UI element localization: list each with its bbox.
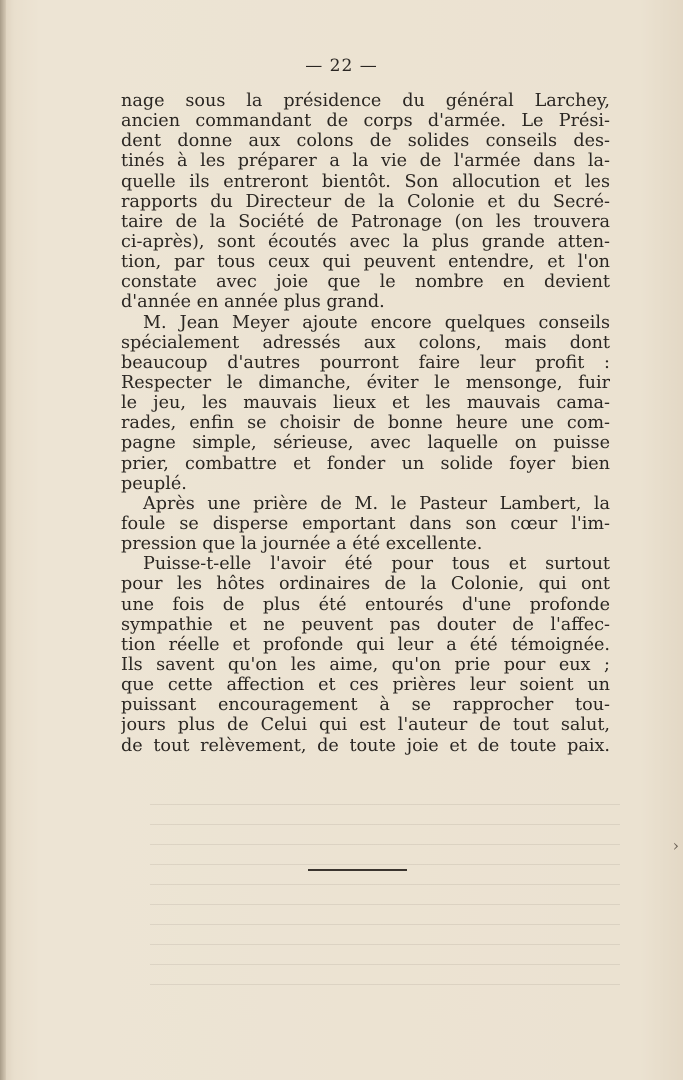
margin-mark: › [672, 836, 679, 855]
text-line: pression que la journée a été excellente. [121, 534, 483, 555]
text-line: pour les hôtes ordinaires de la Colonie, qui ont [121, 574, 610, 595]
text-line: peuplé. [121, 473, 187, 494]
text-line: une fois de plus été entourés d'une profonde [121, 594, 610, 615]
text-line: que cette affection et ces prières leur soient un [121, 675, 610, 696]
page-edge [0, 0, 6, 1080]
text-line: Ils savent qu'on les aime, qu'on prie pour eux ; [121, 654, 610, 675]
text-line: prier, combattre et fonder un solide foyer bien [121, 453, 610, 474]
text-line: Après une prière de M. le Pasteur Lambert, la [143, 493, 610, 514]
text-line: sympathie et ne peuvent pas douter de l'affec- [121, 614, 610, 635]
text-line: beaucoup d'autres pourront faire leur profit : [121, 352, 610, 373]
text-line: foule se disperse emportant dans son cœur l'im- [121, 513, 610, 534]
text-line: quelle ils entreront bientôt. Son allocution et les [121, 171, 610, 192]
text-line: M. Jean Meyer ajoute encore quelques conseils [143, 312, 610, 333]
body-text [121, 91, 610, 756]
text-line: tion réelle et profonde qui leur a été témoignée. [121, 634, 610, 655]
text-line: de tout relèvement, de toute joie et de toute paix. [121, 735, 610, 756]
page-number: — 22 — [305, 56, 378, 76]
text-line: Puisse-t-elle l'avoir été pour tous et surtout [143, 554, 610, 575]
text-line: jours plus de Celui qui est l'auteur de tout salut, [121, 715, 610, 736]
text-line: ancien commandant de corps d'armée. Le Prési- [121, 111, 610, 132]
text-line: nage sous la présidence du général Larchey, [121, 91, 610, 111]
text-line: spécialement adressés aux colons, mais dont [121, 332, 610, 353]
show-through-text [150, 790, 620, 990]
text-line: tion, par tous ceux qui peuvent entendre, et l'on [121, 252, 610, 273]
text-line: rades, enfin se choisir de bonne heure une com- [121, 413, 610, 434]
text-line: pagne simple, sérieuse, avec laquelle on puisse [121, 433, 610, 454]
text-line: tinés à les préparer a la vie de l'armée dans la- [121, 151, 610, 172]
text-line: rapports du Directeur de la Colonie et du Secré- [121, 191, 610, 212]
text-line: taire de la Société de Patronage (on les trouvera [121, 211, 610, 232]
text-line: dent donne aux colons de solides conseils des- [121, 131, 610, 152]
text-line: constate avec joie que le nombre en devient [121, 272, 610, 293]
end-rule [308, 869, 407, 871]
text-line: puissant encouragement à se rapprocher tou- [121, 695, 610, 716]
text-line: Respecter le dimanche, éviter le mensonge, fuir [121, 372, 610, 393]
text-line: le jeu, les mauvais lieux et les mauvais cama- [121, 393, 610, 414]
text-line: d'année en année plus grand. [121, 292, 385, 313]
text-line: ci-après), sont écoutés avec la plus grande atten- [121, 231, 610, 252]
